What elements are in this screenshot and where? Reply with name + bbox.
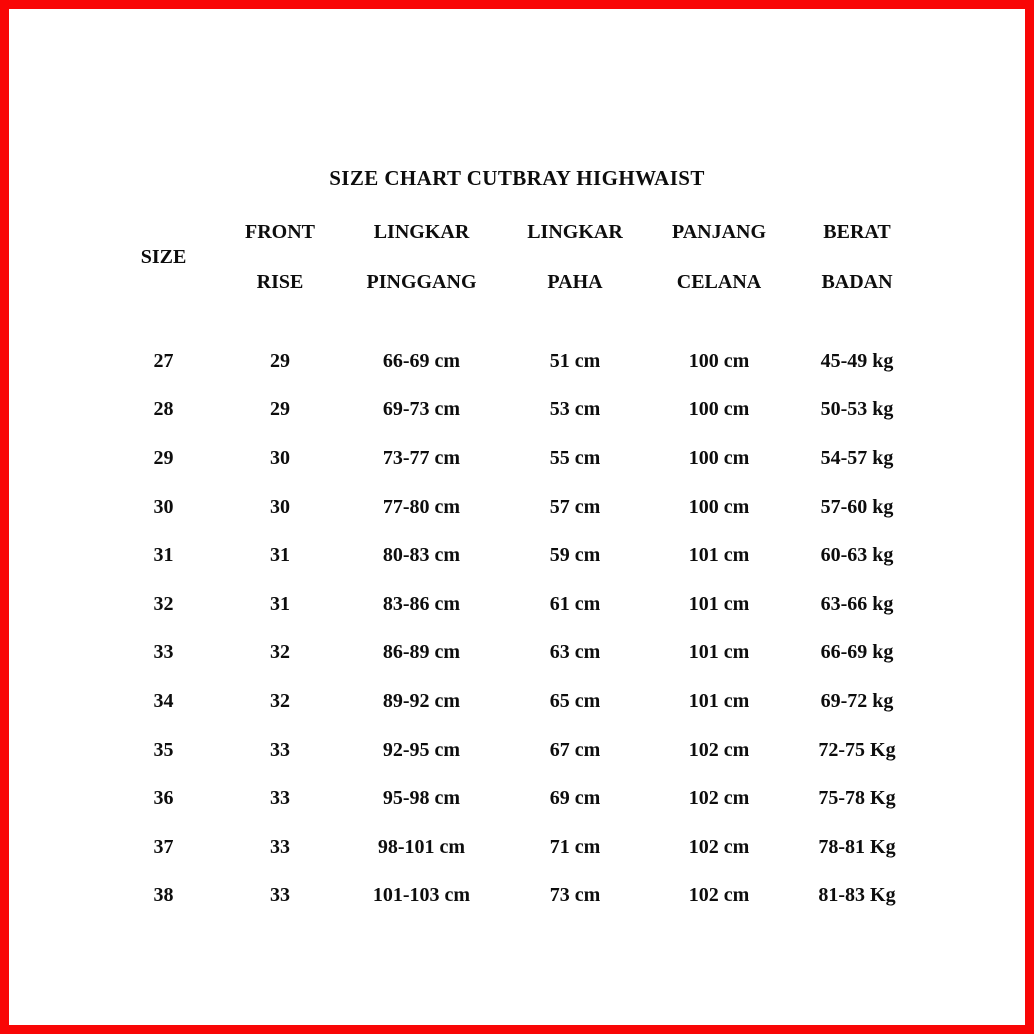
cell-front-rise: 30 [270,446,290,469]
cell-size: 37 [153,835,174,858]
cell-front-rise: 32 [270,689,290,712]
cell-lingkar-paha: 55 cm [549,446,601,469]
cell-panjang-celana: 102 cm [688,787,750,810]
cell-panjang-celana: 100 cm [688,446,750,469]
cell-lingkar-pinggang: 83-86 cm [382,592,461,615]
table-body [110,337,926,920]
cell-berat-badan: 45-49 kg [820,349,894,372]
header-size-label: SIZE [140,246,187,268]
header-size [110,207,217,307]
cell-lingkar-paha: 53 cm [549,398,601,421]
cell-panjang-celana: 100 cm [688,349,750,372]
cell-lingkar-pinggang: 86-89 cm [382,641,461,664]
header-berat-badan: BERAT BADAN [821,221,893,293]
table-row [110,580,926,629]
cell-berat-badan: 57-60 kg [820,495,894,518]
cell-lingkar-paha: 69 cm [549,787,601,810]
table-row [110,483,926,532]
cell-lingkar-paha: 57 cm [549,495,601,518]
cell-panjang-celana: 102 cm [688,884,750,907]
cell-front-rise: 31 [270,592,290,615]
cell-panjang-celana: 100 cm [688,495,750,518]
cell-lingkar-paha: 51 cm [549,349,601,372]
cell-size: 30 [153,495,174,518]
cell-lingkar-paha: 63 cm [549,641,601,664]
table-row [110,531,926,580]
cell-panjang-celana: 101 cm [688,689,750,712]
cell-size: 32 [153,592,174,615]
cell-lingkar-pinggang: 98-101 cm [377,835,466,858]
cell-size: 34 [153,689,174,712]
cell-size: 31 [153,544,174,567]
cell-lingkar-paha: 65 cm [549,689,601,712]
cell-size: 36 [153,787,174,810]
header-front-rise: FRONT RISE [245,221,315,293]
table-row [110,386,926,435]
cell-size: 35 [153,738,174,761]
cell-berat-badan: 75-78 Kg [818,787,896,810]
cell-front-rise: 32 [270,641,290,664]
cell-lingkar-pinggang: 66-69 cm [382,349,461,372]
cell-front-rise: 33 [270,835,290,858]
cell-panjang-celana: 101 cm [688,544,750,567]
table-row [110,823,926,872]
cell-size: 27 [153,349,174,372]
cell-berat-badan: 60-63 kg [820,544,894,567]
cell-berat-badan: 50-53 kg [820,398,894,421]
cell-lingkar-paha: 73 cm [549,884,601,907]
cell-front-rise: 33 [270,738,290,761]
cell-berat-badan: 63-66 kg [820,592,894,615]
page-title: SIZE CHART CUTBRAY HIGHWAIST [329,166,705,190]
header-panjang-celana: PANJANG CELANA [671,221,767,293]
cell-size: 28 [153,398,174,421]
cell-lingkar-pinggang: 77-80 cm [382,495,461,518]
cell-lingkar-pinggang: 95-98 cm [382,787,461,810]
cell-lingkar-paha: 67 cm [549,738,601,761]
cell-lingkar-paha: 61 cm [549,592,601,615]
table-row [110,629,926,678]
table-row [110,774,926,823]
cell-panjang-celana: 102 cm [688,738,750,761]
table-row [110,872,926,921]
table-row [110,677,926,726]
cell-panjang-celana: 100 cm [688,398,750,421]
header-lingkar-pinggang: LINGKAR PINGGANG [366,221,477,293]
cell-berat-badan: 81-83 Kg [818,884,896,907]
size-chart-table [110,207,926,920]
cell-front-rise: 31 [270,544,290,567]
cell-lingkar-paha: 71 cm [549,835,601,858]
cell-panjang-celana: 102 cm [688,835,750,858]
header-lingkar-paha: LINGKAR PAHA [527,221,623,293]
cell-berat-badan: 78-81 Kg [818,835,896,858]
cell-berat-badan: 54-57 kg [820,446,894,469]
cell-front-rise: 29 [270,398,290,421]
cell-size: 38 [153,884,174,907]
cell-front-rise: 33 [270,787,290,810]
cell-lingkar-pinggang: 73-77 cm [382,446,461,469]
cell-berat-badan: 72-75 Kg [818,738,896,761]
cell-size: 29 [153,446,174,469]
table-row [110,726,926,775]
cell-size: 33 [153,641,174,664]
cell-lingkar-pinggang: 69-73 cm [382,398,461,421]
cell-front-rise: 29 [270,349,290,372]
cell-front-rise: 33 [270,884,290,907]
cell-panjang-celana: 101 cm [688,641,750,664]
cell-berat-badan: 66-69 kg [820,641,894,664]
cell-lingkar-paha: 59 cm [549,544,601,567]
cell-lingkar-pinggang: 92-95 cm [382,738,461,761]
cell-lingkar-pinggang: 89-92 cm [382,689,461,712]
table-row [110,434,926,483]
cell-lingkar-pinggang: 80-83 cm [382,544,461,567]
table-row [110,337,926,386]
table-header-row [110,207,926,307]
cell-lingkar-pinggang: 101-103 cm [372,884,471,907]
cell-berat-badan: 69-72 kg [820,689,894,712]
cell-panjang-celana: 101 cm [688,592,750,615]
cell-front-rise: 30 [270,495,290,518]
